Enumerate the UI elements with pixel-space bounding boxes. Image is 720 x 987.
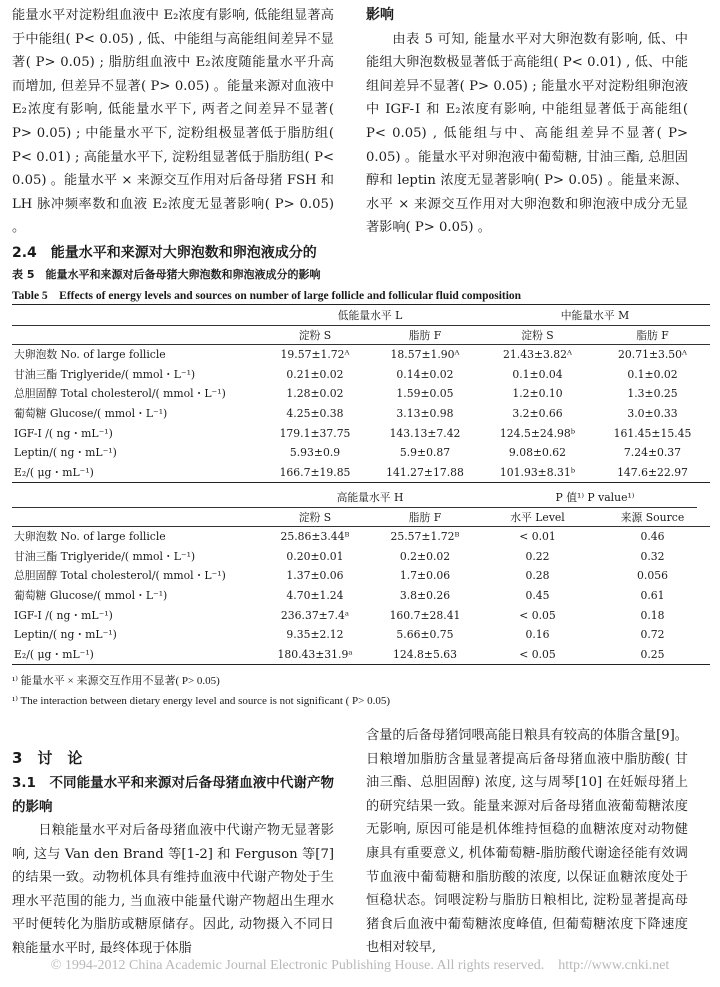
- cell: 0.22: [525, 549, 550, 563]
- sub-header: 淀粉 S: [480, 326, 595, 345]
- cell: 5.66±0.75: [396, 628, 454, 642]
- bottom-right-paragraph: 含量的后备母猪饲喂高能日粮具有较高的体脂含量[9]。日粮增加脂肪含量显著提高后备母猪血液中脂肪酸( 甘油三酯、总胆固醇) 浓度, 这与周琴[10] 在妊娠母猪上的研究结果一致。能量来源对后备母猪血液葡萄糖浓度无影响, 原因可能是机体维持恒稳的血糖浓度对动物健康具有重要意义, 机体葡萄糖-脂肪酸代谢途径能有效调节血液中葡萄糖和脂肪酸的浓度, 以保证血糖浓度处于恒稳状态。饲喂淀粉与脂肪日粮相比, 淀粉显著提高母猪食后血液中葡萄糖浓度峰值, 但葡萄糖浓度下降速度也相对较早,: [366, 728, 688, 956]
- bottom-left-paragraph: 日粮能量水平对后备母猪血液中代谢产物无显著影响, 这与 Van den Brand 等[1-2] 和 Ferguson 等[7] 的结果一致。动物机体具有维持血液中代谢产物处于生理水平范围的能力, 当血液中能量代谢产物超出生理水平时便转化为脂肪或糖原储存。因此, 动物摄入不同日粮能量水平时, 最终体现于体脂: [12, 823, 334, 956]
- cell: 147.6±22.97: [595, 463, 710, 483]
- cell: 0.32: [640, 549, 665, 563]
- section-3-heading: 3 讨 论: [12, 749, 83, 767]
- row-label: 总胆固醇 Total cholesterol/( mmol・L⁻¹): [14, 569, 226, 583]
- table-row: [12, 586, 710, 606]
- cell: < 0.05: [480, 645, 595, 665]
- cell: 143.13±7.42: [389, 426, 461, 440]
- cell: 3.8±0.26: [399, 589, 451, 603]
- table-row: [12, 345, 710, 365]
- row-label: 甘油三酯 Triglyeride/( mmol・L⁻¹): [14, 367, 196, 381]
- row-label: Leptin/( ng・mL⁻¹): [14, 628, 117, 642]
- cell: 9.08±0.62: [508, 446, 567, 460]
- cell: 1.3±0.25: [627, 387, 678, 401]
- cell: 236.37±7.4ᵃ: [280, 608, 350, 622]
- sub-header: 水平 Level: [480, 508, 595, 527]
- bottom-right-column: [366, 724, 688, 960]
- sub-header: 淀粉 S: [260, 508, 370, 527]
- cell: 0.1±0.02: [627, 367, 678, 381]
- section-3-1-heading: 3.1 不同能量水平和来源对后备母猪血液中代谢产物的影响: [12, 775, 334, 815]
- cell: 1.7±0.06: [399, 569, 451, 583]
- table-caption-cn: 表 5 能量水平和来源对后备母猪大卵泡数和卵泡液成分的影响: [12, 268, 321, 281]
- cell: 1.2±0.10: [512, 387, 563, 401]
- table-row: [12, 443, 710, 463]
- cell: 141.27±17.88: [370, 463, 480, 483]
- table-footnote-en: ¹⁾ The interaction between dietary energy level and source is not significant ( P> 0.05): [12, 695, 391, 707]
- cell: 0.20±0.01: [286, 549, 344, 563]
- cell: 160.7±28.41: [389, 608, 461, 622]
- cell: 4.25±0.38: [286, 407, 344, 421]
- row-label: 甘油三酯 Triglyeride/( mmol・L⁻¹): [14, 549, 196, 563]
- sub-header: 来源 Source: [595, 508, 710, 527]
- row-label: 总胆固醇 Total cholesterol/( mmol・L⁻¹): [14, 387, 226, 401]
- cell: < 0.01: [519, 530, 556, 544]
- row-label: E₂/( μg・mL⁻¹): [12, 645, 260, 665]
- row-label: 葡萄糖 Glucose/( mmol・L⁻¹): [14, 407, 168, 421]
- cell: 20.71±3.50ᴬ: [618, 348, 687, 362]
- row-label: 大卵泡数 No. of large follicle: [14, 530, 166, 544]
- top-left-paragraph: 能量水平对淀粉组血液中 E₂浓度有影响, 低能组显著高于中能组( P< 0.05) , 低、中能组与高能组间差异不显著( P> 0.05) ; 脂肪组血液中 E₂浓度随能量水平升高而增加, 但差异不显著( P> 0.05) 。能量来源对血液中 E₂浓度有影响, 低能量水平下, 两者之间差异不显著( P> 0.05) ; 中能量水平下, 淀粉组极显著低于脂肪组( P< 0.01) ; 高能量水平下, 淀粉组显著低于脂肪组( P< 0.05) 。能量水平 × 来源交互作用对后备母猪 FSH 和 LH 脉冲频率数和血液 E₂浓度无显著影响( P> 0.05) 。: [12, 8, 334, 236]
- sub-header: 脂肪 F: [370, 326, 480, 345]
- bottom-left-column: [12, 745, 334, 961]
- row-label: 葡萄糖 Glucose/( mmol・L⁻¹): [14, 589, 168, 603]
- group-header-medium: 中能量水平 M: [480, 305, 710, 326]
- cell: 0.46: [640, 530, 665, 544]
- table-row: [12, 423, 710, 443]
- cell: 3.13±0.98: [396, 407, 454, 421]
- cell: 101.93±8.31ᵇ: [480, 463, 595, 483]
- cell: 3.2±0.66: [512, 407, 563, 421]
- row-label: 大卵泡数 No. of large follicle: [14, 348, 166, 362]
- cell: 25.86±3.44ᴮ: [280, 530, 350, 544]
- cell: 1.59±0.05: [396, 387, 454, 401]
- cell: 0.72: [640, 628, 665, 642]
- table-row: [12, 605, 710, 625]
- table-row: [12, 625, 710, 645]
- cell: 5.9±0.87: [399, 446, 451, 460]
- table-row: [12, 463, 710, 483]
- cell: 0.14±0.02: [396, 367, 454, 381]
- group-header-low: 低能量水平 L: [260, 305, 480, 326]
- cell: 179.1±37.75: [279, 426, 351, 440]
- table-row: [12, 547, 710, 567]
- cell: 0.16: [525, 628, 550, 642]
- cell: 1.37±0.06: [286, 569, 344, 583]
- sub-header: 脂肪 F: [595, 326, 710, 345]
- cell: < 0.05: [519, 608, 556, 622]
- table-row: [12, 404, 710, 424]
- sub-header: 脂肪 F: [370, 508, 480, 527]
- cell: 5.93±0.9: [289, 446, 341, 460]
- row-label: IGF-Ⅰ /( ng・mL⁻¹): [14, 426, 113, 440]
- section-2-4-heading: 2.4 能量水平和来源对大卵泡数和卵泡液成分的: [12, 244, 317, 261]
- cell: 19.57±1.72ᴬ: [280, 348, 350, 362]
- cell: 161.45±15.45: [613, 426, 692, 440]
- cell: 0.25: [595, 645, 710, 665]
- row-label: Leptin/( ng・mL⁻¹): [14, 446, 117, 460]
- cell: 0.61: [640, 589, 665, 603]
- row-label: E₂/( μg・mL⁻¹): [12, 463, 260, 483]
- table-row: [12, 645, 710, 665]
- cell: 0.45: [525, 589, 550, 603]
- table-row: [12, 384, 710, 404]
- group-header-p-value: P 值¹⁾ P value¹⁾: [480, 487, 710, 508]
- cell: 3.0±0.33: [627, 407, 678, 421]
- table-footnote-cn: ¹⁾ 能量水平 × 来源交互作用不显著( P> 0.05): [12, 675, 220, 687]
- cell: 9.35±2.12: [286, 628, 344, 642]
- table-row: [12, 566, 710, 586]
- cell: 124.8±5.63: [370, 645, 480, 665]
- table-5-part-2: [12, 487, 710, 665]
- row-label: IGF-Ⅰ /( ng・mL⁻¹): [14, 608, 113, 622]
- cell: 25.57±1.72ᴮ: [390, 530, 460, 544]
- cell: 0.1±0.04: [512, 367, 563, 381]
- cell: 0.056: [637, 569, 668, 583]
- cell: 0.2±0.02: [399, 549, 451, 563]
- cell: 0.21±0.02: [286, 367, 344, 381]
- top-left-column: [12, 4, 334, 266]
- cell: 166.7±19.85: [260, 463, 370, 483]
- cell: 0.28: [525, 569, 550, 583]
- cell: 1.28±0.02: [286, 387, 344, 401]
- cell: 18.57±1.90ᴬ: [390, 348, 460, 362]
- cell: 180.43±31.9ᵃ: [260, 645, 370, 665]
- table-row: [12, 527, 710, 547]
- cell: 7.24±0.37: [623, 446, 682, 460]
- cell: 4.70±1.24: [286, 589, 344, 603]
- cell: 0.18: [640, 608, 665, 622]
- table-5-part-1: [12, 304, 710, 483]
- cell: 124.5±24.98ᵇ: [499, 426, 576, 440]
- group-header-high: 高能量水平 H: [260, 487, 480, 508]
- table-row: [12, 365, 710, 385]
- top-right-paragraph: 由表 5 可知, 能量水平对大卵泡数有影响, 低、中能组大卵泡数极显著低于高能组( P< 0.01) , 低、中能组间差异不显著( P> 0.05) ; 能量水平对淀粉组卵泡液中 IGF-Ⅰ 和 E₂浓度有影响, 中能组显著低于高能组( P< 0.05) , 低能组与中、高能组差异不显著( P> 0.05) 。能量水平对卵泡液中葡萄糖, 甘油三酯, 总胆固醇和 leptin 浓度无显著影响( P> 0.05) 。能量来源、水平 × 来源交互作用对大卵泡数和卵泡液中成分无显著影响( P> 0.05) 。: [366, 31, 688, 236]
- section-2-4-heading-continued: 影响: [366, 7, 394, 23]
- sub-header: 淀粉 S: [260, 326, 370, 345]
- watermark: © 1994-2012 China Academic Journal Electronic Publishing House. All rights reserved. http://www.cnki.net: [50, 958, 670, 973]
- table-caption-en: Table 5 Effects of energy levels and sources on number of large follicle and follicular fluid composition: [12, 290, 522, 302]
- margin-mask: [697, 486, 720, 516]
- top-right-column: [366, 4, 688, 240]
- cell: 21.43±3.82ᴬ: [503, 348, 572, 362]
